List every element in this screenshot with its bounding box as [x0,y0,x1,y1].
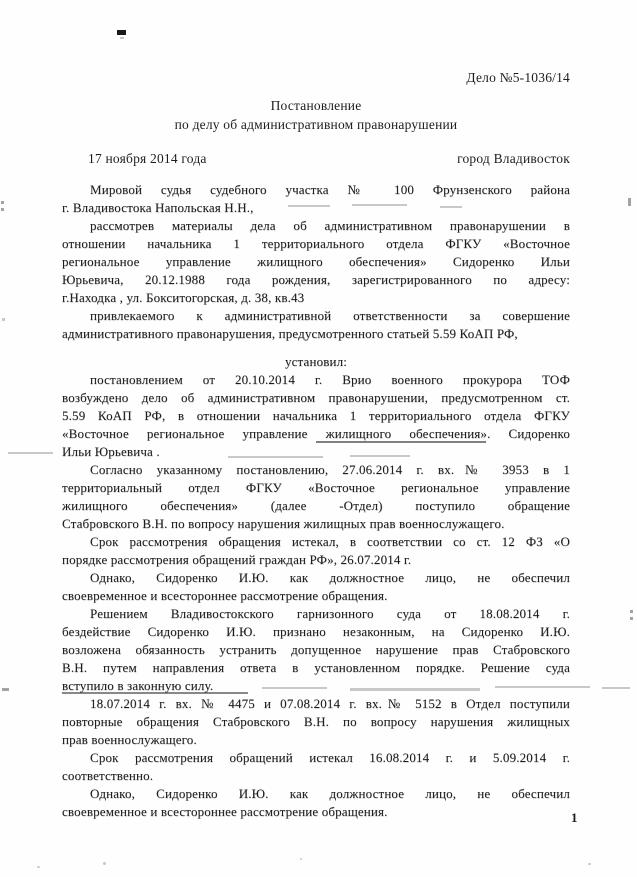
text-line: г. Владивостока Напольская Н.Н., [62,200,254,215]
scan-artifact [588,863,591,865]
text-line: рассмотрев материалы дела об административном правонарушении в [90,218,570,233]
paragraph [62,217,570,307]
page-number: 1 [571,810,578,825]
text-line: своевременное и всестороннее рассмотрение обращения. [62,804,388,819]
text-line: возложена обязанность устранить допущенное нарушение прав Стабровского [62,642,570,657]
text-line: В.Н. путем направления ответа в установленном порядке. Решение суда [62,660,570,675]
scan-artifact [37,866,40,868]
case-number: Дело №5-1036/14 [466,70,570,85]
scan-artifact [628,198,631,206]
paragraph [62,749,570,785]
scan-artifact [300,858,302,860]
text-line: Ильи Юрьевича . [62,444,160,459]
text-line: Мировой судья судебного участка № 100 Фрунзенского района [90,182,570,197]
paragraph [62,371,570,461]
scan-artifact-smudge [602,687,630,689]
scan-artifact [1,208,4,211]
text-line: Однако, Сидоренко И.Ю. как должностное лицо, не обеспечил [90,570,570,585]
document-date: 17 ноября 2014 года [88,151,207,166]
scan-artifact-corner-mark [117,30,126,35]
paragraph [62,181,570,217]
text-line: Согласно указанному постановлению, 27.06.2014 г. вх.№ 3953 в 1 [90,462,570,477]
scan-artifact [1,201,4,204]
text-line: установил: [284,354,348,369]
text-line: Срок рассмотрения обращения истекал, в соответствии со ст. 12 ФЗ «О [90,534,570,549]
document-content [62,68,570,821]
paragraph [62,569,570,605]
document-subtitle: по делу об административном правонарушении [174,117,458,132]
text-line: региональное управление жилищного обеспечения» Сидоренко Ильи [62,254,570,269]
text-line: территориальный отдел ФГКУ «Восточное региональное управление [62,480,570,495]
paragraph [62,785,570,821]
paragraph [62,461,570,533]
text-line: административного правонарушения, предусмотренного статьей 5.59 КоАП РФ, [62,326,518,341]
text-line: Юрьевича, 20.12.1988 года рождения, зарегистрированного по адресу: [62,272,570,287]
scan-artifact [630,610,633,613]
text-line: повторные обращения Стабровского В.Н. по вопросу нарушения жилищных [62,714,570,729]
text-line: 5.59 КоАП РФ, в отношении начальника 1 территориального отдела ФГКУ [62,408,570,423]
paragraph [62,533,570,569]
text-line: вступило в законную силу. [62,678,214,693]
paragraph [62,307,570,343]
text-line: г.Находка , ул. Бокситогорская, д. 38, кв.43 [62,290,305,305]
scan-artifact-smudge [8,452,53,454]
paragraph [62,353,570,371]
text-line: порядке рассмотрения обращений граждан РФ», 26.07.2014 г. [62,552,412,567]
text-line: постановлением от 20.10.2014 г. Врио военного прокурора ТОФ [90,372,570,387]
text-line: 18.07.2014 г. вх. № 4475 и 07.08.2014 г. вх.№ 5152 в Отдел поступили [90,696,570,711]
text-line: бездействие Сидоренко И.Ю. признано незаконным, на Сидоренко И.Ю. [62,624,570,639]
text-line: Стабровского В.Н. по вопросу нарушения жилищных прав военнослужащего. [62,516,505,531]
text-line: привлекаемого к административной ответственности за совершение [90,308,570,323]
scan-artifact [120,37,124,39]
document-title: Постановление [270,98,362,113]
text-line: Срок рассмотрения обращений истекал 16.08.2014 г. и 5.09.2014 г. [90,750,570,765]
scan-artifact [2,318,5,321]
text-line: жилищного обеспечения» (далее -Отдел) поступило обращение [62,498,570,513]
text-line: соответственно. [62,768,154,783]
paragraph [62,695,570,749]
paragraph [62,605,570,695]
scan-artifact [630,617,633,620]
text-line: прав военнослужащего. [62,732,197,747]
document-body [62,181,570,821]
text-line: своевременное и всестороннее рассмотрение обращения. [62,588,388,603]
scan-artifact [103,862,106,865]
text-line: отношении начальника 1 территориального отдела ФГКУ «Восточное [62,236,570,251]
scan-artifact [2,688,9,691]
text-line: «Восточное региональное управление жилищного обеспечения». Сидоренко [62,426,570,441]
date-city-row [62,149,570,168]
text-line: возбуждено дело об административном правонарушении, предусмотренном ст. [62,390,570,405]
text-line: Однако, Сидоренко И.Ю. как должностное лицо, не обеспечил [90,786,570,801]
text-line: Решением Владивостокского гарнизонного суда от 18.08.2014 г. [90,606,570,621]
document-city: город Владивосток [457,151,570,166]
